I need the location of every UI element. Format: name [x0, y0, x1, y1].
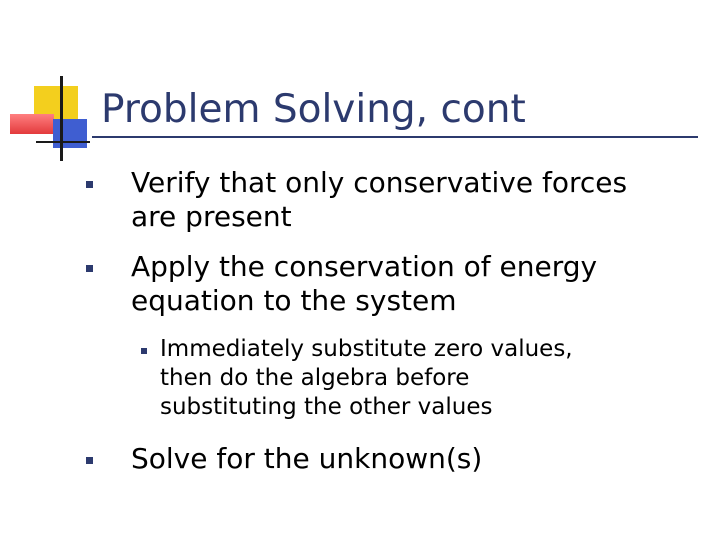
title-underline [92, 136, 698, 138]
bullet-marker [86, 181, 93, 188]
sub-bullet-text: Immediately substitute zero values, then do the algebra before substituting the other values [160, 336, 573, 420]
sub-bullet-marker [141, 348, 147, 354]
logo-red-bar [10, 114, 54, 134]
bullet-text: Apply the conservation of energy equation to the system [131, 250, 598, 317]
bullet-text: Verify that only conservative forces are present [131, 166, 628, 233]
logo-horizontal-line [36, 141, 90, 143]
bullet-text: Solve for the unknown(s) [131, 442, 483, 475]
logo-blue-square [53, 119, 87, 148]
slide-logo [0, 0, 100, 170]
bullet-marker [86, 457, 93, 464]
slide-title: Problem Solving, cont [101, 87, 526, 132]
bullet-marker [86, 265, 93, 272]
logo-vertical-line [60, 76, 63, 161]
